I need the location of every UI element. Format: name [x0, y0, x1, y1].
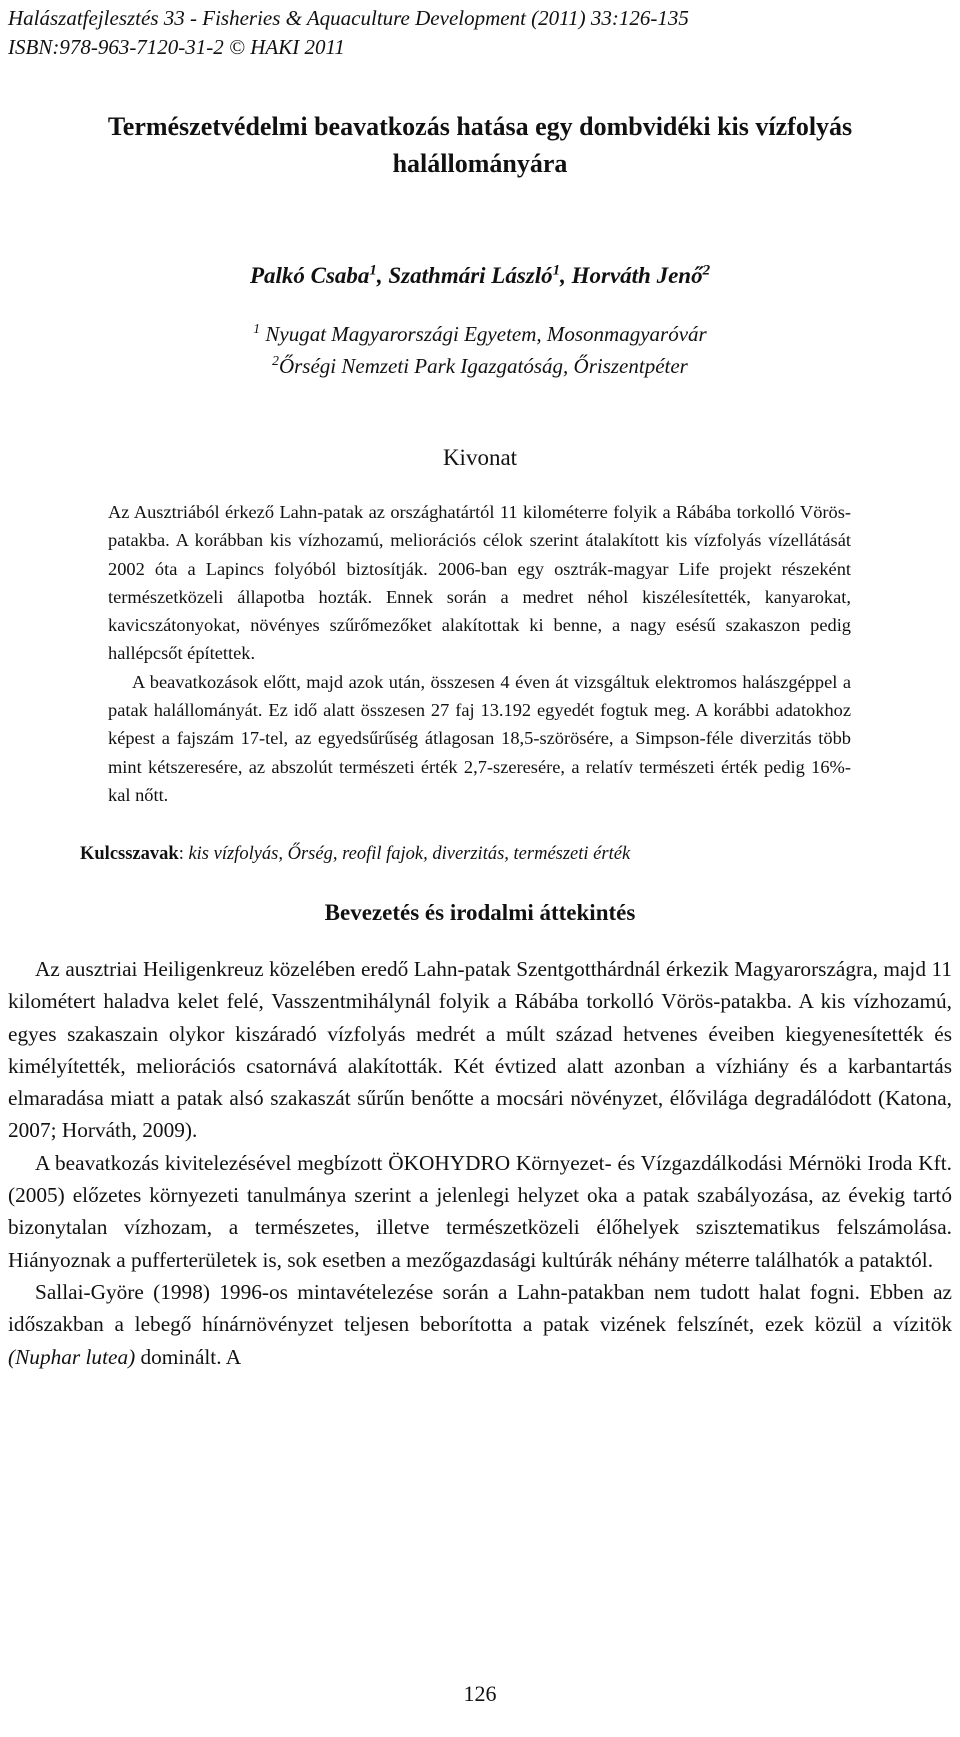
abstract-heading: Kivonat — [442, 445, 518, 470]
abstract-paragraph: A beavatkozások előtt, majd azok után, összesen 4 éven át vizsgáltuk elektromos halászgéppel a patak halállományát. Ez idő alatt összesen 27 faj 13.192 egyedét fogtuk meg. A korábbi adatokhoz képest a fajszám 17-tel, az egyedsűrűség átlagosan 18,5-szörösére, a Simpson-féle diverzitás több mint kétszeresére, az abszolút természeti érték 2,7-szeresére, a relatív természeti érték pedig 16%-kal nőtt. — [108, 671, 851, 805]
author-name: Szathmári László — [388, 263, 553, 288]
header-journal-line: Halászatfejlesztés 33 - Fisheries & Aquaculture Development (2011) 33:126-135 — [8, 6, 689, 30]
affiliation-text: Őrségi Nemzeti Park Igazgatóság, Őriszentpéter — [278, 354, 688, 378]
body-paragraph: Az ausztriai Heiligenkreuz közelében eredő Lahn-patak Szentgotthárdnál érkezik Magyarországra, majd 11 kilométert haladva kelet felé, Vasszentmihálynál folyik a Rábába torkolló Vörös-patakba. A kis vízhozamú, egyes szakaszain olykor kiszáradó vízfolyás medrét a múlt század hetvenes éveiben kiegyenesítették és kimélyítették, meliorációs csatornává alakították. Két évtized alatt azonban a vízhiány és a karbantartás elmaradása miatt a patak alsó szakaszát sűrűn benőtte a mocsári növényzet, élővilága degradálódott (Katona, 2007; Horváth, 2009). — [8, 957, 952, 1143]
affiliation-text: Nyugat Magyarországi Egyetem, Mosonmagyaróvár — [260, 322, 707, 346]
running-header — [8, 4, 689, 62]
section-heading: Bevezetés és irodalmi áttekintés — [324, 900, 636, 925]
abstract-body — [108, 498, 851, 809]
author-list — [40, 261, 920, 291]
affiliation-line — [40, 318, 920, 350]
affiliations — [40, 318, 920, 382]
page-number: 126 — [463, 1681, 497, 1706]
body-paragraph: A beavatkozás kivitelezésével megbízott ÖKOHYDRO Környezet- és Vízgazdálkodási Mérnöki Iroda Kft. (2005) előzetes környezeti tanulmánya szerint a jelenlegi helyzet oka a patak szabályozása, az évekig tartó bizonytalan vízhozam, a természetes, illetve természetközeli élőhelyek szisztematikus felszámolása. Hiányoznak a pufferterületek is, sok esetben a mezőgazdasági kultúrák néhány méterre találhatók a pataktól. — [8, 1150, 952, 1272]
title-line-2: halállományára — [392, 149, 568, 178]
author-affiliation-mark: 2 — [702, 262, 711, 279]
title-line-1: Természetvédelmi beavatkozás hatása egy dombvidéki kis vízfolyás — [107, 112, 853, 141]
latin-species-name: (Nuphar lutea) — [8, 1344, 136, 1369]
keywords — [80, 841, 880, 868]
section-body — [8, 953, 952, 1373]
paper-title — [40, 108, 920, 182]
author-affiliation-mark: 1 — [369, 262, 377, 279]
body-text-run: Sallai-Györe (1998) 1996-os mintavételezése során a Lahn-patakban nem tudott halat fogni. Ebben az időszakban a lebegő hínárnövényzet teljesen beborította a patak vizének felszínét, ezek közül a vízitök — [8, 1279, 952, 1337]
body-paragraph — [8, 1276, 952, 1373]
keywords-label: Kulcsszavak — [80, 844, 179, 864]
header-isbn-line: ISBN:978-963-7120-31-2 © HAKI 2011 — [8, 35, 345, 59]
author-name: Horváth Jenő — [571, 263, 703, 288]
affiliation-number: 1 — [253, 321, 261, 336]
keywords-list: kis vízfolyás, Őrség, reofil fajok, diverzitás, természeti érték — [188, 844, 631, 864]
author-separator: , — [560, 263, 572, 288]
author-separator: , — [376, 263, 389, 288]
keywords-colon: : — [178, 844, 189, 864]
body-text-run: dominált. A — [135, 1344, 242, 1369]
author-affiliation-mark: 1 — [552, 262, 561, 279]
affiliation-line — [40, 350, 920, 382]
affiliation-number: 2 — [272, 353, 279, 368]
abstract-paragraph: Az Ausztriából érkező Lahn-patak az országhatártól 11 kilométerre folyik a Rábába torkolló Vörös-patakba. A korábban kis vízhozamú, meliorációs célok szerint átalakított kis vízfolyás vízellátását 2002 óta a Lapincs folyóból biztosítják. 2006-ban egy osztrák-magyar Life projekt részeként természetközeli állapotba hozták. Ennek során a medret néhol kiszélesítették, kanyarokat, kavicszátonyokat, növényes szűrőmezőket alakítottak ki benne, a nagy esésű szakaszon pedig hallépcsőt építettek. — [108, 502, 851, 664]
author-name: Palkó Csaba — [249, 263, 370, 288]
